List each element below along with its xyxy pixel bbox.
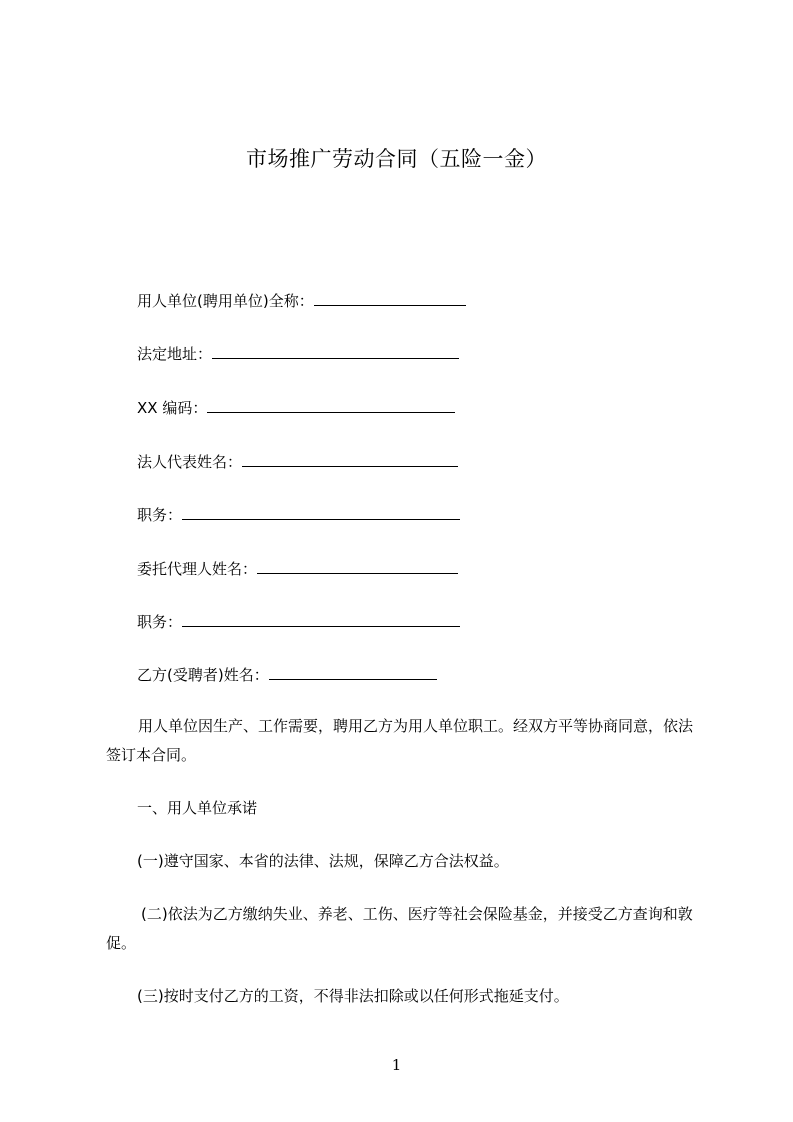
field-legal-address (137, 344, 459, 364)
field-position-2 (137, 612, 460, 632)
fill-in-blank[interactable] (212, 344, 459, 359)
intro-paragraph: 用人单位因生产、工作需要，聘用乙方为用人单位职工。经双方平等协商同意，依法签订本合同。 (106, 717, 694, 764)
clause-1: (一)遵守国家、本省的法律、法规，保障乙方合法权益。 (137, 852, 509, 870)
fill-in-blank[interactable] (269, 665, 437, 680)
fill-in-blank[interactable] (207, 398, 455, 413)
field-label: XX 编码： (137, 399, 208, 417)
field-employee-name (137, 665, 437, 685)
field-label: 乙方(受聘者)姓名： (137, 666, 269, 684)
field-legal-rep-name (137, 452, 458, 472)
document-title: 市场推广劳动合同（五险一金） (246, 147, 547, 171)
fill-in-blank[interactable] (182, 612, 460, 627)
field-label: 职务： (137, 506, 183, 524)
fill-in-blank[interactable] (182, 505, 460, 520)
fill-in-blank[interactable] (314, 291, 466, 306)
fill-in-blank[interactable] (257, 559, 458, 574)
section-heading: 一、用人单位承诺 (137, 799, 258, 817)
fill-in-blank[interactable] (242, 452, 458, 467)
field-position-1 (137, 505, 460, 525)
field-agent-name (137, 559, 458, 579)
field-label: 法人代表姓名： (137, 453, 243, 471)
clause-2: (二)依法为乙方缴纳失业、养老、工伤、医疗等社会保险基金，并接受乙方查询和敦促。 (106, 905, 693, 952)
field-label: 委托代理人姓名： (137, 560, 258, 578)
field-employer-name (137, 291, 466, 311)
field-code (137, 398, 455, 418)
clause-3: (三)按时支付乙方的工资，不得非法扣除或以任何形式拖延支付。 (137, 987, 569, 1005)
field-label: 法定地址： (137, 345, 213, 363)
page-number: 1 (391, 1056, 402, 1074)
field-label: 职务： (137, 613, 183, 631)
field-label: 用人单位(聘用单位)全称： (137, 292, 314, 310)
